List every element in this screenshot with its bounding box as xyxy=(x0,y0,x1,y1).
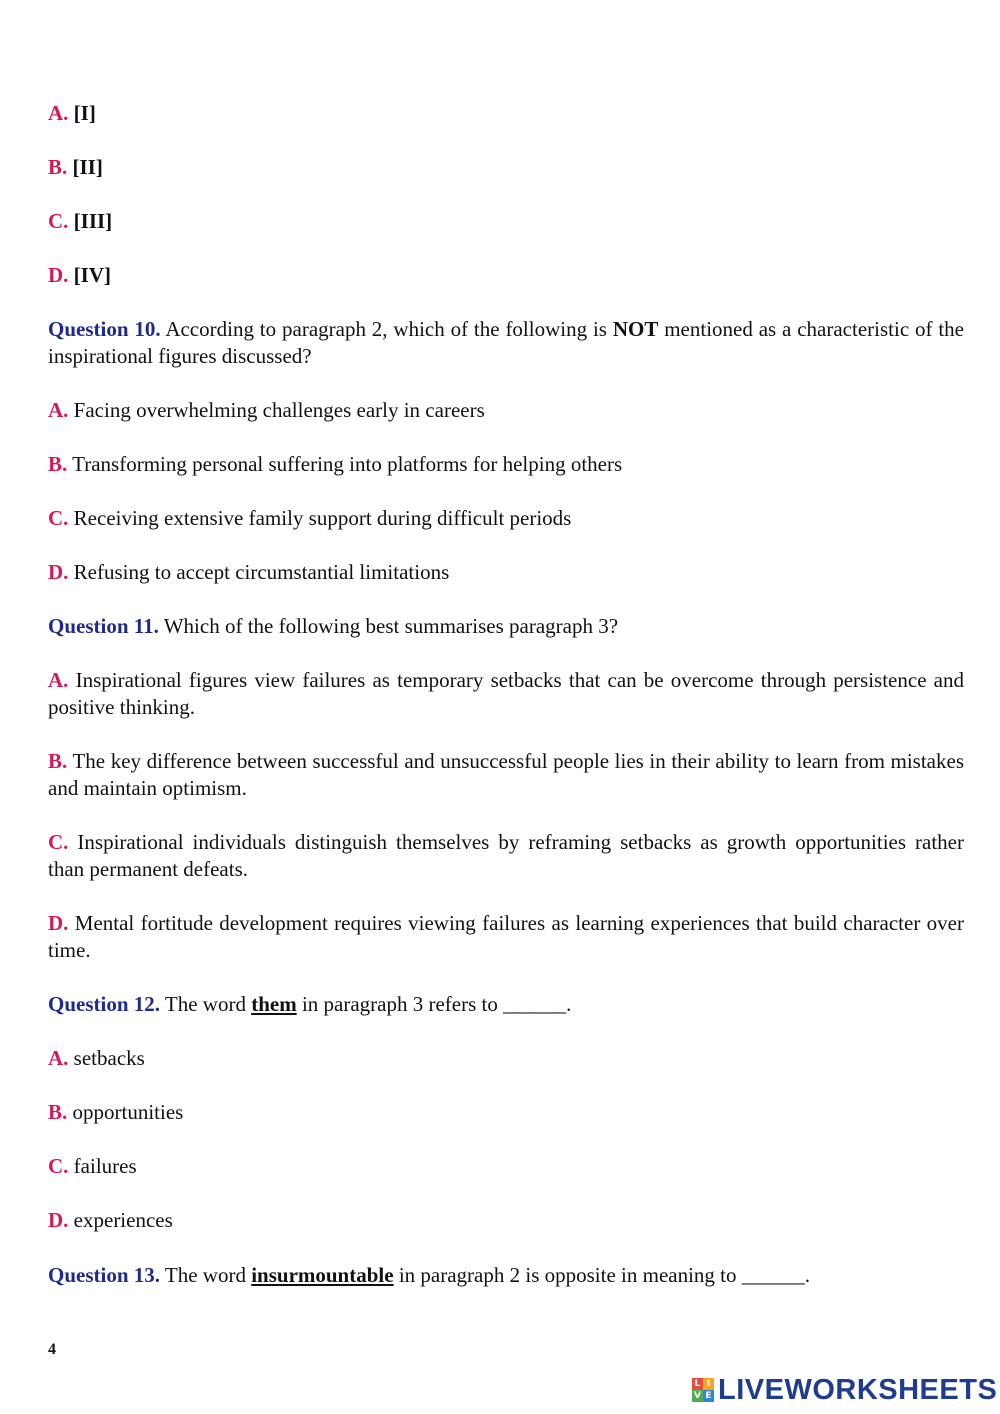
question-label: Question 10. xyxy=(48,317,161,341)
option-label: A. xyxy=(48,398,69,422)
option-label: C. xyxy=(48,830,69,854)
option-text: [IV] xyxy=(73,263,111,287)
option-text: Transforming personal suffering into platforms for helping others xyxy=(67,452,623,476)
q10-option-c xyxy=(48,505,964,532)
q11-option-a xyxy=(48,667,964,721)
option-label: C. xyxy=(48,209,69,233)
logo-cell-i: I xyxy=(703,1378,714,1390)
option-text: Inspirational figures view failures as temporary setbacks that can be overcome through persistence and positive thinking. xyxy=(48,668,964,719)
option-label: B. xyxy=(48,155,68,179)
question-13 xyxy=(48,1262,964,1289)
option-label: D. xyxy=(48,911,69,935)
q9-option-d xyxy=(48,262,964,289)
option-label: A. xyxy=(48,668,69,692)
question-text: The word xyxy=(160,1263,252,1287)
option-label: D. xyxy=(48,1208,69,1232)
page-number: 4 xyxy=(48,1341,56,1358)
q11-option-c xyxy=(48,829,964,883)
question-label: Question 11. xyxy=(48,614,159,638)
option-text: failures xyxy=(68,1154,137,1178)
option-text: Refusing to accept circumstantial limitations xyxy=(68,560,450,584)
option-text: Inspirational individuals distinguish themselves by reframing setbacks as growth opportunities rather than permanent defeats. xyxy=(48,830,964,881)
option-label: B. xyxy=(48,749,68,773)
option-label: C. xyxy=(48,506,69,530)
option-text: Receiving extensive family support during difficult periods xyxy=(68,506,572,530)
option-text: opportunities xyxy=(67,1100,184,1124)
option-label: D. xyxy=(48,263,69,287)
question-12 xyxy=(48,991,964,1018)
liveworksheets-logo[interactable] xyxy=(692,1374,997,1406)
option-label: B. xyxy=(48,1100,68,1124)
logo-grid-icon xyxy=(692,1378,714,1402)
question-label: Question 12. xyxy=(48,992,161,1016)
option-text: The key difference between successful and unsuccessful people lies in their ability to learn from mistakes and maintain optimism. xyxy=(48,749,964,800)
option-label: D. xyxy=(48,560,69,584)
option-label: B. xyxy=(48,452,68,476)
q9-option-c xyxy=(48,208,964,235)
option-text: [II] xyxy=(72,155,103,179)
q9-option-b xyxy=(48,154,964,181)
option-text: experiences xyxy=(68,1208,173,1232)
question-text: mentioned as a characteristic of the inspirational figures discussed? xyxy=(48,317,965,368)
q9-option-a xyxy=(48,100,964,127)
target-word: insurmountable xyxy=(251,1263,394,1287)
logo-text: LIVEWORKSHEETS xyxy=(718,1373,998,1406)
question-emphasis: NOT xyxy=(612,317,659,341)
logo-cell-v: V xyxy=(692,1390,703,1402)
question-text: The word xyxy=(160,992,252,1016)
q11-option-b xyxy=(48,748,964,802)
q11-option-d xyxy=(48,910,964,964)
q10-option-b xyxy=(48,451,964,478)
option-text: [I] xyxy=(73,101,96,125)
option-label: A. xyxy=(48,1046,69,1070)
q12-option-b xyxy=(48,1099,964,1126)
option-text: Mental fortitude development requires viewing failures as learning experiences that build character over time. xyxy=(48,911,964,962)
q12-option-a xyxy=(48,1045,964,1072)
q12-option-d xyxy=(48,1207,964,1234)
question-11 xyxy=(48,613,964,640)
q12-option-c xyxy=(48,1153,964,1180)
question-label: Question 13. xyxy=(48,1263,161,1287)
option-text: setbacks xyxy=(68,1046,145,1070)
q10-option-d xyxy=(48,559,964,586)
q10-option-a xyxy=(48,397,964,424)
question-text: Which of the following best summarises paragraph 3? xyxy=(158,614,619,638)
option-text: [III] xyxy=(73,209,113,233)
question-text: in paragraph 3 refers to ______. xyxy=(296,992,572,1016)
option-label: A. xyxy=(48,101,69,125)
question-text: in paragraph 2 is opposite in meaning to ______. xyxy=(393,1263,811,1287)
question-text: According to paragraph 2, which of the following is xyxy=(160,317,613,341)
logo-cell-l: L xyxy=(692,1378,703,1390)
target-word: them xyxy=(251,992,297,1016)
question-10 xyxy=(48,316,964,370)
option-text: Facing overwhelming challenges early in careers xyxy=(68,398,485,422)
logo-cell-e: E xyxy=(703,1390,714,1402)
option-label: C. xyxy=(48,1154,69,1178)
